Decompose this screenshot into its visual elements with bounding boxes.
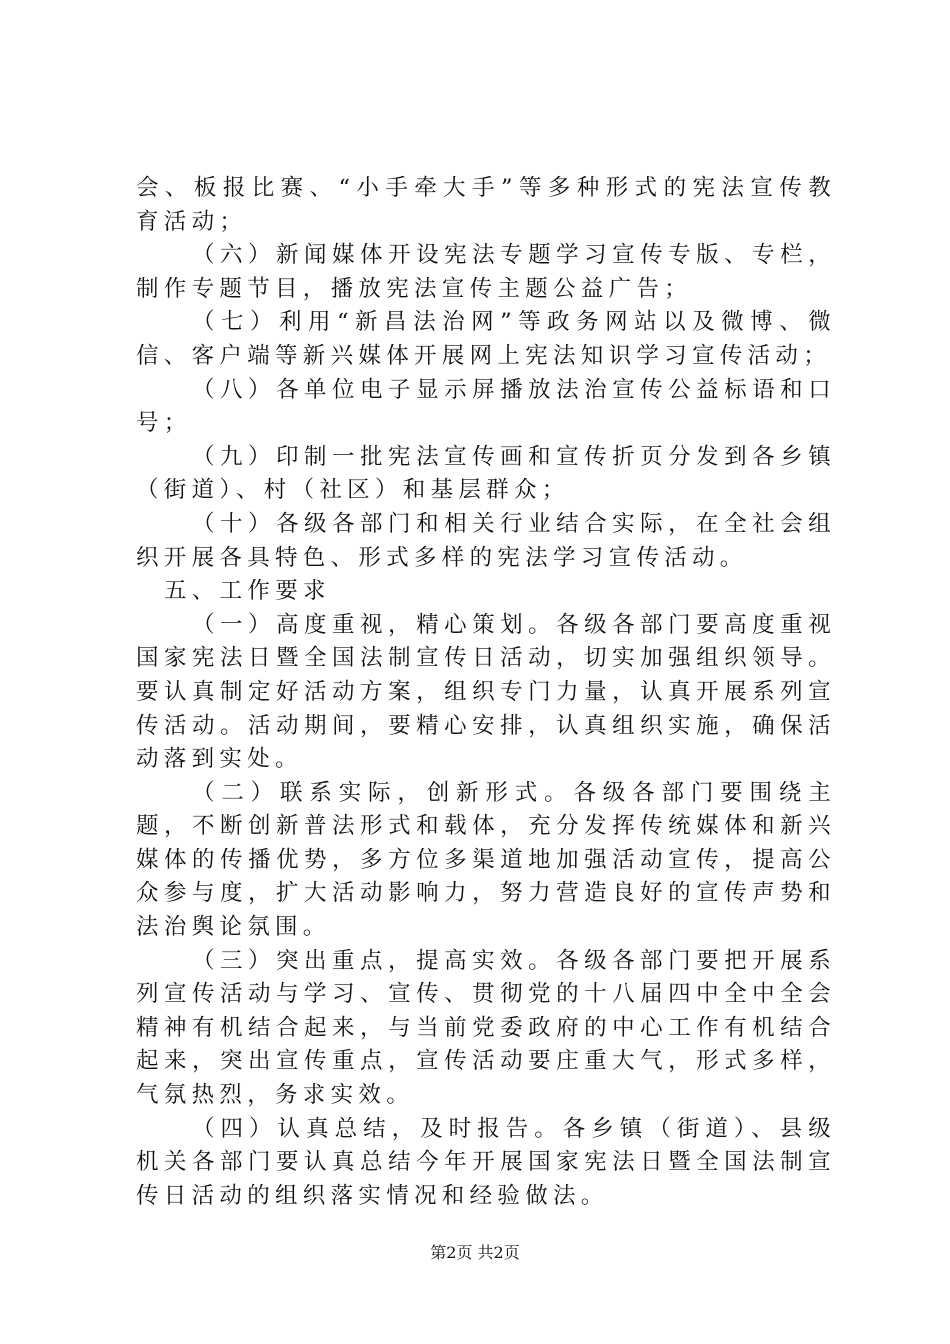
paragraph-item-8: （八）各单位电子显示屏播放法治宣传公益标语和口号； [136, 376, 836, 437]
paragraph-item-9: （九）印制一批宪法宣传画和宣传折页分发到各乡镇（街道）、村（社区）和基层群众； [136, 443, 836, 504]
paragraph-continuation: 会、板报比赛、“小手牵大手”等多种形式的宪法宣传教育活动； [136, 175, 836, 235]
paragraph-requirement-1: （一）高度重视，精心策划。各级各部门要高度重视国家宪法日暨全国法制宣传日活动，切实加强组织领导。要认真制定好活动方案，组织专门力量，认真开展系列宣传活动。活动期间，要精心安排，认真组织实施，确保活动落到实处。 [136, 611, 836, 773]
paragraph-requirement-2: （二）联系实际，创新形式。各级各部门要围绕主题，不断创新普法形式和载体，充分发挥传统媒体和新兴媒体的传播优势，多方位多渠道地加强活动宣传，提高公众参与度，扩大活动影响力，努力营造良好的宣传声势和法治舆论氛围。 [136, 779, 836, 941]
paragraph-requirement-3: （三）突出重点，提高实效。各级各部门要把开展系列宣传活动与学习、宣传、贯彻党的十八届四中全中全会精神有机结合起来，与当前党委政府的中心工作有机结合起来，突出宣传重点，宣传活动要庄重大气，形式多样，气氛热烈，务求实效。 [136, 947, 836, 1109]
document-body [136, 172, 836, 1213]
paragraph-item-10: （十）各级各部门和相关行业结合实际，在全社会组织开展各具特色、形式多样的宪法学习宣传活动。 [136, 510, 836, 571]
paragraph-item-6: （六）新闻媒体开设宪法专题学习宣传专版、专栏，制作专题节目，播放宪法宣传主题公益广告； [136, 242, 836, 302]
paragraph-requirement-4: （四）认真总结，及时报告。各乡镇（街道）、县级机关各部门要认真总结今年开展国家宪法日暨全国法制宣传日活动的组织落实情况和经验做法。 [136, 1115, 836, 1209]
paragraph-item-7: （七）利用“新昌法治网”等政务网站以及微博、微信、客户端等新兴媒体开展网上宪法知识学习宣传活动； [136, 309, 836, 369]
section-heading-work-requirements: 五、工作要求 [164, 578, 331, 605]
page-number-footer: 第2页 共2页 [430, 1243, 520, 1262]
